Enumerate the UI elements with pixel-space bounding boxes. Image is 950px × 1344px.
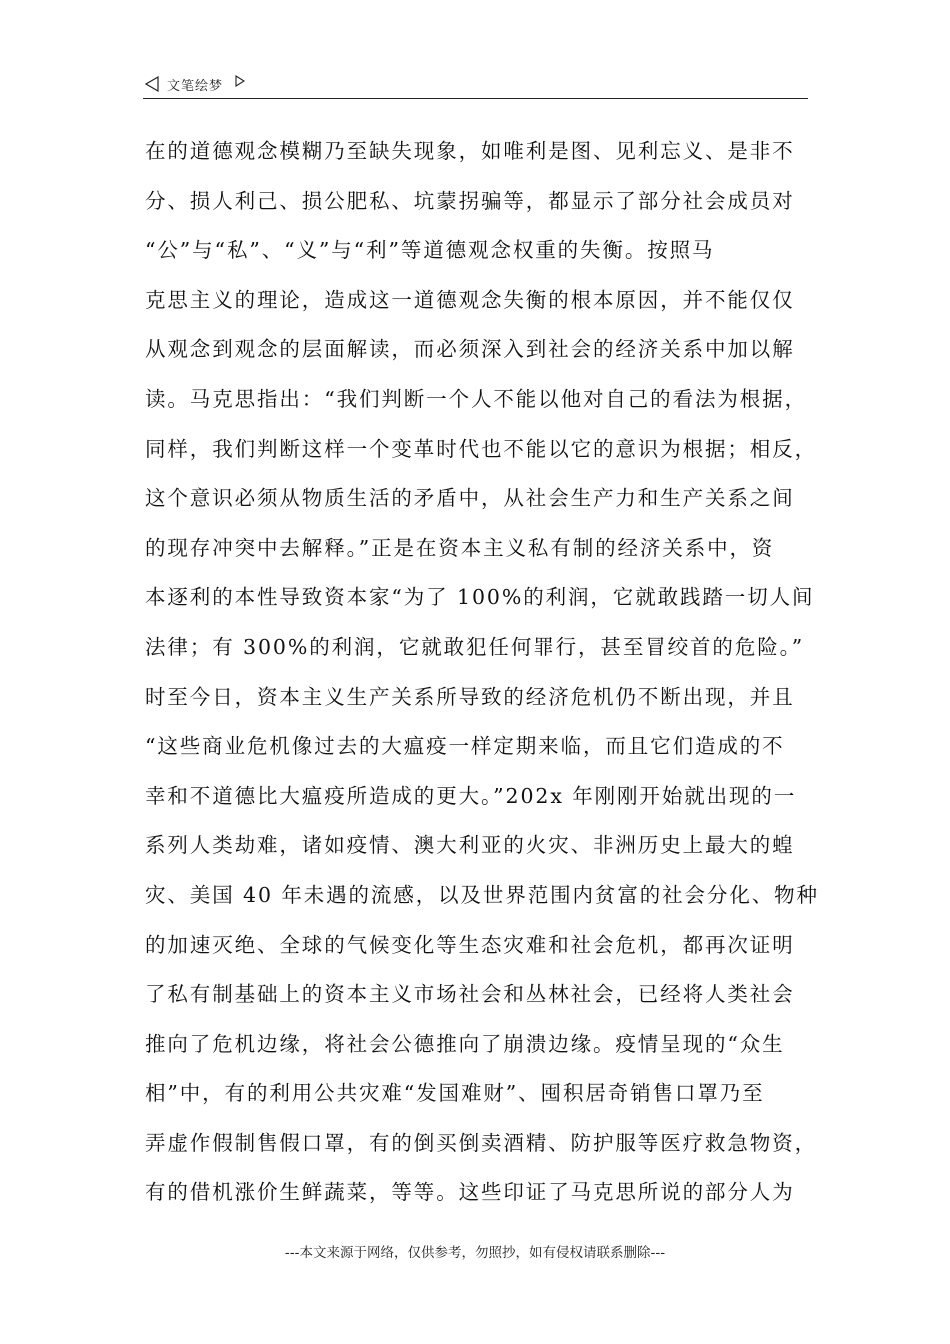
text-line: “这些商业危机像过去的大瘟疫一样定期来临，而且它们造成的不 — [145, 734, 785, 759]
text-line: 克思主义的理论，造成这一道德观念失衡的根本原因，并不能仅仅 — [145, 287, 795, 312]
text-line: 相”中，有的利用公共灾难“发国难财”、囤积居奇销售口罩乃至 — [145, 1081, 765, 1106]
text-line: 本逐利的本性导致资本家“为了 100%的利润，它就敢践踏一切人间 — [145, 585, 815, 610]
text-line: 这个意识必须从物质生活的矛盾中，从社会生产力和生产关系之间 — [145, 486, 795, 511]
text-line: “公”与“私”、“义”与“利”等道德观念权重的失衡。按照马 — [145, 238, 715, 263]
text-line: 读。马克思指出：“我们判断一个人不能以他对自己的看法为根据， — [145, 386, 807, 411]
text-line: 法律；有 300%的利润，它就敢犯任何罪行，甚至冒绞首的危险。” — [145, 634, 805, 659]
document-body — [145, 127, 819, 1218]
text-line: 从观念到观念的层面解读，而必须深入到社会的经济关系中加以解 — [145, 337, 795, 362]
text-line: 同样，我们判断这样一个变革时代也不能以它的意识为根据；相反， — [145, 436, 817, 461]
footer-notice: ---本文来源于网络，仅供参考，勿照抄，如有侵权请联系删除--- — [284, 1245, 666, 1261]
triangle-left-icon — [145, 76, 159, 92]
text-line: 推向了危机边缘，将社会公德推向了崩溃边缘。疫情呈现的“众生 — [145, 1031, 785, 1056]
text-line: 在的道德观念模糊乃至缺失现象，如唯利是图、见利忘义、是非不 — [145, 139, 795, 163]
text-line: 的现存冲突中去解释。”正是在资本主义私有制的经济关系中，资 — [145, 535, 775, 560]
text-line: 了私有制基础上的资本主义市场社会和丛林社会，已经将人类社会 — [145, 982, 795, 1007]
text-line: 灾、美国 40 年未遇的流感，以及世界范围内贫富的社会分化、物种 — [145, 882, 819, 907]
text-line: 幸和不道德比大瘟疫所造成的更大。”202x 年刚刚开始就出现的一 — [145, 783, 797, 808]
triangle-right-icon — [235, 75, 245, 87]
text-line: 的加速灭绝、全球的气候变化等生态灾难和社会危机，都再次证明 — [145, 932, 795, 957]
page-header — [143, 74, 808, 99]
text-line: 弄虚作假制售假口罩，有的倒买倒卖酒精、防护服等医疗救急物资， — [145, 1130, 817, 1155]
text-line: 时至今日，资本主义生产关系所导致的经济危机仍不断出现，并且 — [145, 684, 795, 709]
text-line: 系列人类劫难，诸如疫情、澳大利亚的火灾、非洲历史上最大的蝗 — [145, 833, 795, 858]
header-brand: 文笔绘梦 — [167, 79, 224, 94]
text-line: 有的借机涨价生鲜蔬菜，等等。这些印证了马克思所说的部分人为 — [145, 1180, 795, 1205]
text-line: 分、损人利己、损公肥私、坑蒙拐骗等，都显示了部分社会成员对 — [145, 188, 795, 213]
